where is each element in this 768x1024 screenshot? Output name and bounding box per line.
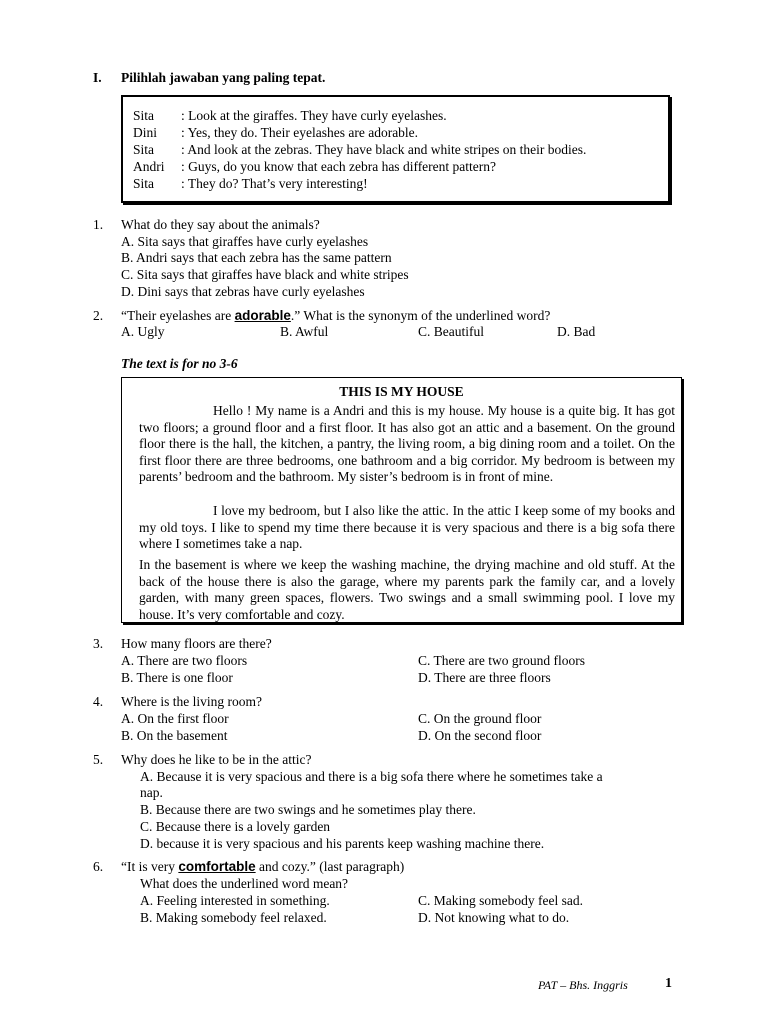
option-a-continued: nap. bbox=[140, 785, 163, 800]
page-number: 1 bbox=[665, 976, 672, 991]
dialogue-speaker: Sita bbox=[133, 176, 155, 191]
dialogue-box bbox=[121, 95, 670, 203]
question-text-part: and cozy.” (last paragraph) bbox=[255, 859, 405, 874]
option-d: D. Not knowing what to do. bbox=[418, 910, 570, 925]
option-b: B. Because there are two swings and he sometimes play there. bbox=[140, 802, 476, 817]
paragraph-text: I love my bedroom, but I also like the attic. In the attic I keep some of my books and my old toys. I like to spend my time there because it is very spacious and there is a big sofa there where I sometimes take a nap. bbox=[139, 503, 675, 551]
option-c: C. Making somebody feel sad. bbox=[418, 893, 583, 908]
question-text bbox=[121, 307, 550, 324]
passage-paragraph bbox=[139, 503, 675, 553]
question-number: 2. bbox=[93, 308, 104, 323]
dialogue-text: : Guys, do you know that each zebra has different pattern? bbox=[181, 159, 497, 174]
passage-paragraph bbox=[139, 557, 675, 623]
dialogue-speaker: Andri bbox=[133, 159, 165, 174]
option-d: D. On the second floor bbox=[418, 728, 542, 743]
section-instruction: Pilihlah jawaban yang paling tepat. bbox=[121, 70, 326, 85]
question-text-part: .” What is the synonym of the underlined word? bbox=[290, 308, 551, 323]
dialogue-text: : Look at the giraffes. They have curly eyelashes. bbox=[181, 108, 447, 123]
option-b: B. Awful bbox=[280, 324, 329, 339]
option-c: C. Beautiful bbox=[418, 324, 484, 339]
question-number: 4. bbox=[93, 694, 104, 709]
question-text: What do they say about the animals? bbox=[121, 217, 320, 232]
section-number: I. bbox=[93, 70, 102, 85]
question-number: 3. bbox=[93, 636, 104, 651]
question-text-part: “It is very bbox=[121, 859, 179, 874]
option-d: D. There are three floors bbox=[418, 670, 551, 685]
option-a: A. There are two floors bbox=[121, 653, 248, 668]
question-text-2: What does the underlined word mean? bbox=[140, 876, 349, 891]
question-number: 5. bbox=[93, 752, 104, 767]
dialogue-text: : And look at the zebras. They have black and white stripes on their bodies. bbox=[181, 142, 587, 157]
dialogue-speaker: Sita bbox=[133, 108, 155, 123]
passage-box bbox=[121, 377, 682, 623]
option-a: A. Because it is very spacious and there is a big sofa there where he sometimes take a bbox=[140, 769, 603, 784]
question-number: 6. bbox=[93, 859, 104, 874]
option-a: A. Ugly bbox=[121, 324, 165, 339]
option-c: C. There are two ground floors bbox=[418, 653, 585, 668]
question-text: Why does he like to be in the attic? bbox=[121, 752, 312, 767]
option-b: B. Making somebody feel relaxed. bbox=[140, 910, 327, 925]
option-b: B. On the basement bbox=[121, 728, 228, 743]
passage-paragraph bbox=[139, 403, 675, 486]
option-d: D. Bad bbox=[557, 324, 596, 339]
dialogue-text: : They do? That’s very interesting! bbox=[181, 176, 368, 191]
underlined-word: adorable bbox=[234, 308, 291, 323]
question-number: 1. bbox=[93, 217, 104, 232]
option-c: C. Sita says that giraffes have black and white stripes bbox=[121, 267, 409, 282]
option-d: D. because it is very spacious and his parents keep washing machine there. bbox=[140, 836, 545, 851]
option-c: C. On the ground floor bbox=[418, 711, 542, 726]
passage-title: THIS IS MY HOUSE bbox=[339, 384, 464, 399]
option-d: D. Dini says that zebras have curly eyelashes bbox=[121, 284, 365, 299]
underlined-word: comfortable bbox=[178, 859, 256, 874]
option-c: C. Because there is a lovely garden bbox=[140, 819, 331, 834]
option-a: A. On the first floor bbox=[121, 711, 229, 726]
option-b: B. There is one floor bbox=[121, 670, 233, 685]
option-a: A. Feeling interested in something. bbox=[140, 893, 330, 908]
paragraph-text: In the basement is where we keep the washing machine, the drying machine and old stuff. At the back of the house there is also the garage, where my parents park the family car, and a lovely garden, with many green spaces, flowers. Two swings and a small swimming pool. I love my house. It’s very comfortable and cozy. bbox=[139, 557, 675, 622]
option-a: A. Sita says that giraffes have curly eyelashes bbox=[121, 234, 369, 249]
footer-label: PAT – Bhs. Inggris bbox=[538, 978, 628, 992]
dialogue-speaker: Sita bbox=[133, 142, 155, 157]
dialogue-text: : Yes, they do. Their eyelashes are adorable. bbox=[181, 125, 419, 140]
paragraph-text: Hello ! My name is a Andri and this is my house. My house is a quite big. It has got two floors; a ground floor and a first floor. It has also got an attic and a basement. On the ground floor there is the hall, the kitchen, a pantry, the living room, a big dining room and a toilet. On the first floor there are three bedrooms, one bathroom and a big corridor. My bedroom is between my parents’ bedroom and the bathroom. My sister’s bedroom is in front of mine. bbox=[139, 403, 675, 484]
text-note: The text is for no 3-6 bbox=[121, 356, 238, 371]
question-text-part: “Their eyelashes are bbox=[121, 308, 235, 323]
option-b: B. Andri says that each zebra has the same pattern bbox=[121, 250, 392, 265]
dialogue-speaker: Dini bbox=[133, 125, 158, 140]
question-text: How many floors are there? bbox=[121, 636, 272, 651]
question-text: Where is the living room? bbox=[121, 694, 262, 709]
question-text bbox=[121, 858, 404, 875]
